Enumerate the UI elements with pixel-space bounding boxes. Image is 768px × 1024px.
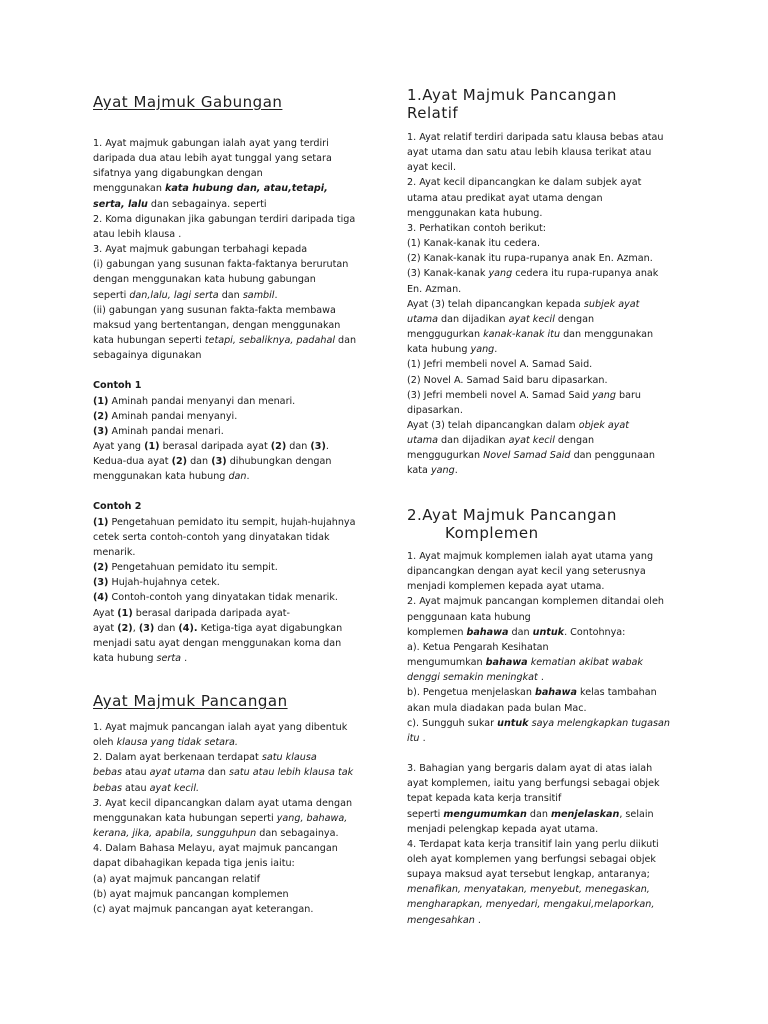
text-line: menggugurkan kanak-kanak itu dan menggunakan: [407, 329, 654, 341]
text-line: ayat komplemen, iaitu yang berfungsi sebagai objek: [407, 778, 660, 790]
text-line: a). Ketua Pengarah Kesihatan: [407, 641, 549, 653]
section-title-relatif-line2: Relatif: [407, 104, 459, 122]
text-line: dapat dibahagikan kepada tiga jenis iaitu:: [93, 858, 295, 870]
text-line: penggunaan kata hubung: [407, 611, 531, 623]
text-line: [93, 484, 363, 499]
text-line: mengesahkan .: [407, 914, 481, 926]
text-line: cetek serta contoh-contoh yang dinyatakan tidak: [93, 531, 330, 543]
text-line: seperti mengumumkan dan menjelaskan, selain: [407, 808, 654, 820]
text-line: (1) Kanak-kanak itu cedera.: [407, 238, 541, 250]
section-komplemen: [407, 506, 677, 542]
text-line: ayat (2), (3) dan (4). Ketiga-tiga ayat digabungkan: [93, 622, 343, 634]
text-line: c). Sungguh sukar untuk saya melengkapkan tugasan: [407, 717, 670, 729]
text-line: Kedua-dua ayat (2) dan (3) dihubungkan dengan: [93, 456, 332, 468]
text-line: dipasarkan.: [407, 404, 463, 416]
text-line: [93, 363, 363, 378]
text-line: 4. Terdapat kata kerja transitif lain yang perlu diikuti: [407, 838, 659, 850]
text-line: 3. Ayat majmuk gabungan terbahagi kepada: [93, 244, 308, 256]
text-line: (ii) gabungan yang susunan fakta-fakta membawa: [93, 304, 336, 316]
text-line: 2. Ayat majmuk pancangan komplemen ditandai oleh: [407, 596, 664, 608]
text-line: kata hubung serta .: [93, 653, 188, 664]
text-line: menggunakan kata hubungan seperti yang, bahawa,: [93, 812, 348, 824]
text-line: (4) Contoh-contoh yang dinyatakan tidak menarik.: [93, 592, 338, 604]
text-line: (3) Jefri membeli novel A. Samad Said yang baru: [407, 389, 641, 401]
text-line: Contoh 2: [93, 501, 142, 513]
section-title-komplemen-line2: Komplemen: [445, 524, 539, 542]
section-title-gabungan: Ayat Majmuk Gabungan: [93, 93, 283, 111]
text-line: 2. Koma digunakan jika gabungan terdiri daripada tiga: [93, 213, 356, 225]
text-line: kata yang.: [407, 465, 458, 477]
text-line: Contoh 1: [93, 380, 142, 392]
text-line: itu .: [407, 732, 426, 744]
section-title-relatif-line1: 1.Ayat Majmuk Pancangan: [407, 86, 617, 104]
text-line: oleh klausa yang tidak setara.: [93, 737, 238, 749]
text-line: menafikan, menyatakan, menyebut, menegaskan,: [407, 884, 650, 896]
text-line: 3. Bahagian yang bergaris dalam ayat di atas ialah: [407, 763, 653, 775]
text-line: (2) Pengetahuan pemidato itu sempit.: [93, 562, 278, 574]
text-line: bebas atau ayat kecil.: [93, 782, 200, 794]
text-line: (2) Aminah pandai menyanyi.: [93, 410, 238, 422]
text-line: 3. Perhatikan contoh berikut:: [407, 222, 547, 234]
text-line: Ayat (3) telah dipancangkan kepada subjek ayat: [407, 298, 640, 310]
text-line: [407, 746, 677, 761]
section-title-komplemen-line1: 2.Ayat Majmuk Pancangan: [407, 506, 617, 524]
text-line: Ayat yang (1) berasal daripada ayat (2) dan (3).: [93, 440, 329, 452]
text-line: akan mula diadakan pada bulan Mac.: [407, 702, 587, 714]
text-line: oleh ayat komplemen yang berfungsi sebagai objek: [407, 853, 656, 865]
text-line: (b) ayat majmuk pancangan komplemen: [93, 888, 289, 900]
text-line: menjadi satu ayat dengan menggunakan koma dan: [93, 637, 342, 649]
text-line: 1. Ayat majmuk pancangan ialah ayat yang dibentuk: [93, 722, 348, 733]
text-line: utama atau predikat ayat utama dengan: [407, 192, 603, 204]
text-line: daripada dua atau lebih ayat tunggal yang setara: [93, 153, 332, 165]
text-line: 1. Ayat majmuk komplemen ialah ayat utama yang: [407, 551, 654, 562]
text-line: mengharapkan, menyedari, mengakui,melaporkan,: [407, 899, 655, 911]
section-title-pancangan: Ayat Majmuk Pancangan: [93, 692, 288, 710]
text-line: 1. Ayat relatif terdiri daripada satu klausa bebas atau: [407, 132, 664, 143]
section-pancangan: [93, 692, 363, 710]
text-line: (3) Kanak-kanak yang cedera itu rupa-rupanya anak: [407, 268, 659, 280]
text-line: kerana, jika, apabila, sungguhpun dan sebagainya.: [93, 828, 339, 840]
text-line: ayat kecil.: [407, 162, 457, 174]
text-line: serta, lalu dan sebagainya. seperti: [93, 198, 267, 210]
text-line: Ayat (3) telah dipancangkan dalam objek ayat: [407, 419, 630, 431]
text-line: 2. Dalam ayat berkenaan terdapat satu klausa: [93, 752, 317, 764]
text-line: utama dan dijadikan ayat kecil dengan: [407, 313, 595, 325]
text-line: 3. Ayat kecil dipancangkan dalam ayat utama dengan: [93, 797, 353, 809]
text-line: (i) gabungan yang susunan fakta-faktanya berurutan: [93, 259, 349, 271]
text-line: kata hubungan seperti tetapi, sebaliknya, padahal dan: [93, 335, 357, 347]
text-line: supaya maksud ayat tersebut lengkap, antaranya;: [407, 869, 650, 881]
text-line: ayat utama dan satu atau lebih klausa terikat atau: [407, 147, 652, 159]
text-line: menggunakan kata hubung dan, atau,tetapi,: [93, 183, 328, 195]
section-gabungan: [93, 93, 363, 111]
text-line: menarik.: [93, 546, 136, 558]
text-line: (c) ayat majmuk pancangan ayat keterangan.: [93, 903, 314, 915]
text-line: dengan menggunakan kata hubung gabungan: [93, 274, 316, 286]
text-line: (2) Novel A. Samad Said baru dipasarkan.: [407, 374, 608, 386]
text-line: menjadi komplemen kepada ayat utama.: [407, 581, 605, 593]
text-line: menggunakan kata hubung dan.: [93, 471, 250, 483]
text-line: (2) Kanak-kanak itu rupa-rupanya anak En. Azman.: [407, 253, 653, 265]
text-line: b). Pengetua menjelaskan bahawa kelas tambahan: [407, 687, 657, 699]
text-line: (3) Hujah-hujahnya cetek.: [93, 577, 220, 589]
text-line: sebagainya digunakan: [93, 350, 202, 362]
section-komplemen-body: [407, 549, 677, 928]
text-line: komplemen bahawa dan untuk. Contohnya:: [407, 626, 626, 638]
text-line: dipancangkan dengan ayat kecil yang seterusnya: [407, 566, 646, 578]
text-line: denggi semakin meningkat .: [407, 672, 544, 684]
text-line: bebas atau ayat utama dan satu atau lebih klausa tak: [93, 767, 354, 779]
section-gabungan-body: [93, 136, 363, 666]
text-line: 4. Dalam Bahasa Melayu, ayat majmuk pancangan: [93, 843, 338, 855]
text-line: 1. Ayat majmuk gabungan ialah ayat yang terdiri: [93, 138, 329, 149]
text-line: Ayat (1) berasal daripada daripada ayat-: [93, 607, 290, 619]
text-line: sifatnya yang digabungkan dengan: [93, 168, 263, 180]
text-line: (1) Pengetahuan pemidato itu sempit, hujah-hujahnya: [93, 516, 356, 528]
text-line: menjadi pelengkap kepada ayat utama.: [407, 823, 599, 835]
text-line: tepat kepada kata kerja transitif: [407, 793, 562, 805]
text-line: (1) Jefri membeli novel A. Samad Said.: [407, 359, 593, 371]
text-line: (1) Aminah pandai menyanyi dan menari.: [93, 395, 296, 407]
section-relatif: [407, 86, 677, 122]
section-relatif-body: [407, 130, 677, 479]
text-line: maksud yang bertentangan, dengan menggunakan: [93, 319, 341, 331]
text-line: (3) Aminah pandai menari.: [93, 425, 224, 437]
text-line: (a) ayat majmuk pancangan relatif: [93, 873, 260, 885]
text-line: En. Azman.: [407, 283, 462, 295]
text-line: 2. Ayat kecil dipancangkan ke dalam subjek ayat: [407, 177, 642, 189]
text-line: utama dan dijadikan ayat kecil dengan: [407, 435, 595, 447]
text-line: mengumumkan bahawa kematian akibat wabak: [407, 657, 643, 669]
text-line: atau lebih klausa .: [93, 228, 182, 240]
text-line: menggugurkan Novel Samad Said dan penggunaan: [407, 450, 655, 462]
text-line: kata hubung yang.: [407, 344, 498, 356]
text-line: menggunakan kata hubung.: [407, 207, 543, 219]
text-line: seperti dan,lalu, lagi serta dan sambil.: [93, 289, 278, 301]
section-pancangan-body: [93, 720, 363, 917]
